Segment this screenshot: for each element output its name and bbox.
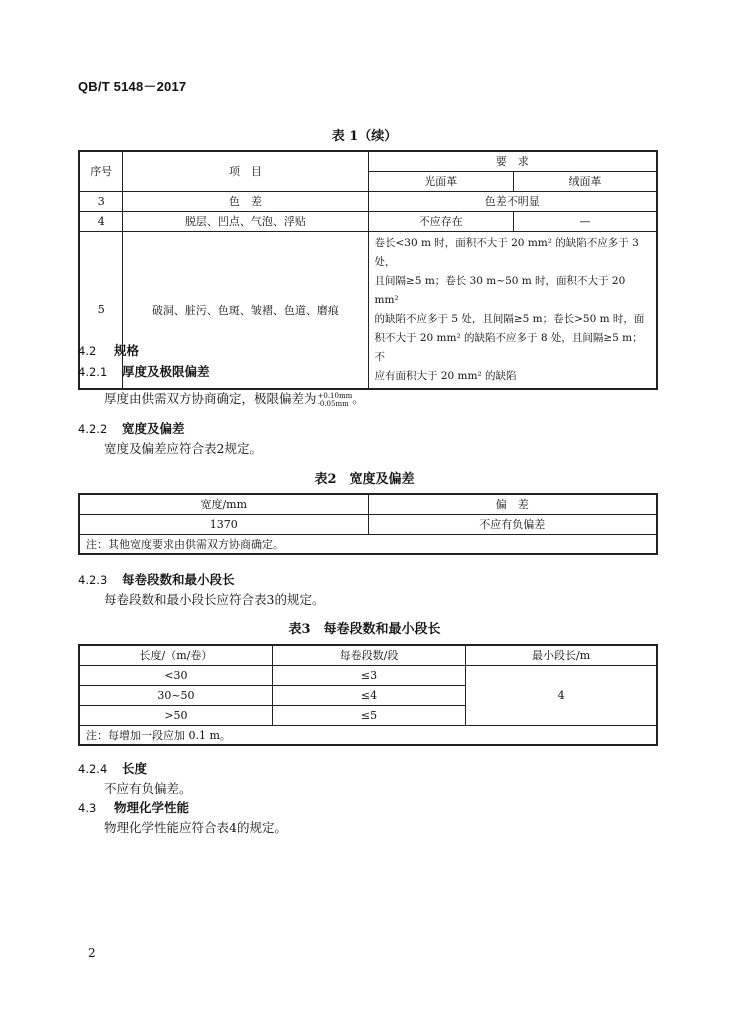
col-header-width: 宽度/mm [79, 494, 368, 514]
width-value: 1370 [79, 514, 368, 534]
segments-value: ≤5 [272, 705, 465, 725]
col-header-no: 序号 [79, 151, 123, 191]
paragraph-physchem: 物理化学性能应符合表4的规定。 [104, 820, 287, 835]
section-title: 物理化学性能 [114, 800, 190, 815]
section-number: 4.3 [78, 801, 97, 815]
tolerance-upper: +0.10mm [317, 391, 353, 400]
table1-caption: 表 1（续） [331, 129, 398, 144]
row-smooth-req: 不应存在 [368, 211, 513, 231]
segments-value: ≤4 [272, 685, 465, 705]
table-row [79, 514, 657, 534]
req-line: 卷长<30 m 时，面积不大于 20 mm² 的缺陷不应多于 3 处， [374, 236, 639, 268]
table2 [78, 493, 658, 555]
table3 [78, 644, 658, 746]
row-suede-req: — [513, 211, 657, 231]
row-no: 4 [79, 211, 123, 231]
paragraph-text: 厚度由供需双方协商确定，极限偏差为 [104, 391, 317, 406]
row-no: 3 [79, 191, 123, 211]
section-4-2-2 [78, 419, 185, 437]
section-4-2-4 [78, 759, 147, 777]
req-line: 的缺陷不应多于 5 处，且间隔≥5 m；卷长>50 m 时，面 [374, 312, 645, 325]
section-title: 宽度及偏差 [122, 421, 185, 436]
col-header-item: 项 目 [123, 151, 368, 191]
paragraph-segments: 每卷段数和最小段长应符合表3的规定。 [104, 592, 325, 607]
section-4-2-1 [78, 362, 210, 380]
subheader-suede-leather: 绒面革 [513, 171, 657, 191]
col-header-min-length: 最小段长/m [466, 645, 657, 665]
section-title: 规格 [114, 343, 140, 358]
row-requirement: 色差不明显 [368, 191, 657, 211]
col-header-deviation: 偏 差 [368, 494, 657, 514]
section-title: 厚度及极限偏差 [122, 364, 210, 379]
row-item: 破洞、脏污、色斑、皱褶、色道、磨痕 [123, 231, 368, 389]
subheader-smooth-leather: 光面革 [368, 171, 513, 191]
length-value: 30~50 [79, 685, 272, 705]
table-row [79, 665, 657, 685]
table2-note: 注：其他宽度要求由供需双方协商确定。 [79, 534, 657, 554]
section-title: 每卷段数和最小段长 [122, 572, 235, 587]
length-value: <30 [79, 665, 272, 685]
row-item: 脱层、凹点、气泡、浮贴 [123, 211, 368, 231]
section-number: 4.2.4 [78, 762, 108, 776]
table3-caption: 表3 每卷段数和最小段长 [288, 622, 441, 637]
segments-value: ≤3 [272, 665, 465, 685]
req-line: 且间隔≥5 m；卷长 30 m~50 m 时，面积不大于 20 mm² [374, 274, 626, 306]
section-title: 长度 [122, 761, 148, 776]
tolerance-fraction [318, 392, 353, 408]
table-row [79, 211, 657, 231]
paragraph-thickness [104, 389, 365, 408]
req-line: 积不大于 20 mm² 的缺陷不应多于 8 处，且间隔≥5 m；不 [374, 331, 643, 363]
paragraph-end: 。 [352, 391, 365, 406]
section-number: 4.2 [78, 344, 97, 358]
section-number: 4.2.1 [78, 365, 108, 379]
tolerance-lower: -0.05mm [317, 399, 349, 408]
paragraph-width: 宽度及偏差应符合表2规定。 [104, 441, 262, 456]
section-4-2-3 [78, 570, 235, 588]
length-value: >50 [79, 705, 272, 725]
table3-note: 注：每增加一段应加 0.1 m。 [79, 725, 657, 745]
col-header-length: 长度/（m/卷） [79, 645, 272, 665]
section-4-2 [78, 341, 139, 359]
row-requirement-long [368, 231, 657, 389]
table1 [78, 150, 658, 390]
col-header-requirement: 要 求 [368, 151, 657, 171]
deviation-value: 不应有负偏差 [368, 514, 657, 534]
paragraph-length: 不应有负偏差。 [104, 781, 192, 796]
section-4-3 [78, 798, 189, 816]
table-row [79, 191, 657, 211]
section-number: 4.2.2 [78, 422, 108, 436]
req-line: 应有面积大于 20 mm² 的缺陷 [374, 369, 517, 382]
section-number: 4.2.3 [78, 573, 108, 587]
min-length-value: 4 [466, 665, 657, 725]
page-number: 2 [88, 946, 96, 960]
col-header-segments: 每卷段数/段 [272, 645, 465, 665]
row-no: 5 [79, 231, 123, 389]
standard-code-header: QB/T 5148－2017 [78, 79, 187, 94]
table2-caption: 表2 宽度及偏差 [314, 472, 415, 487]
row-item: 色 差 [123, 191, 368, 211]
